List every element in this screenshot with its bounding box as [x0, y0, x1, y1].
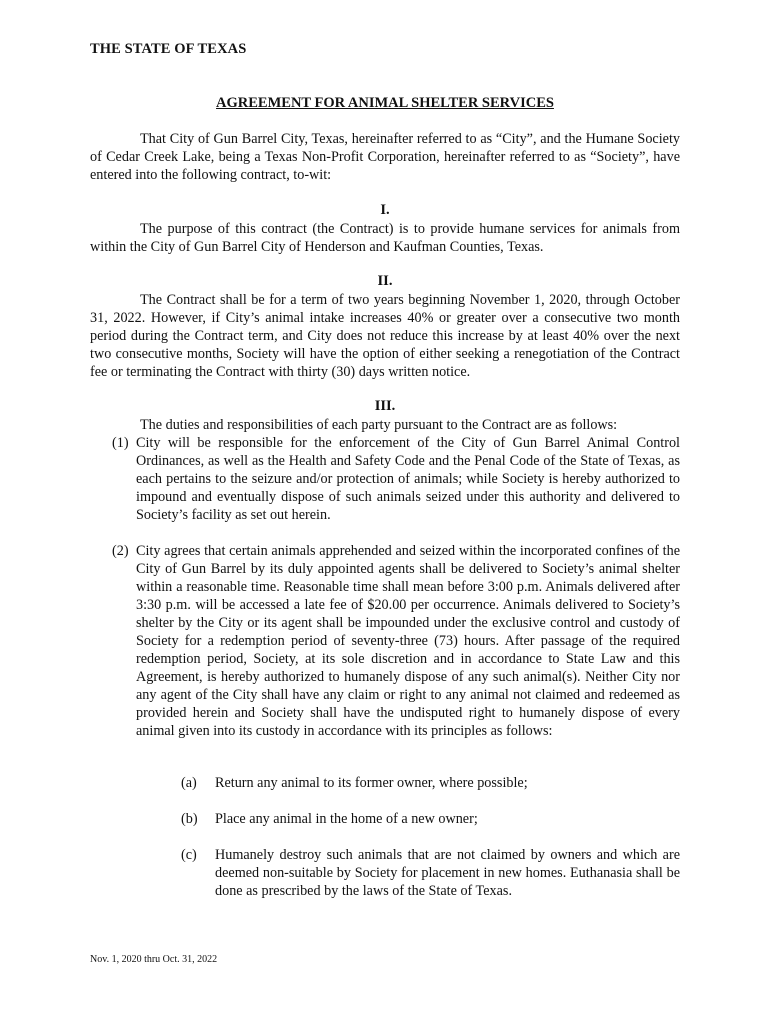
document-title: AGREEMENT FOR ANIMAL SHELTER SERVICES [216, 95, 554, 111]
duty-text-1: City will be responsible for the enforcement of the City of Gun Barrel Animal Control Ordinances, as well as the Health and Safety Code and the Penal Code of the State of Texas, as each pertains to the seizure and/or protection of animals; while Society is hereby authorized to impound and eventually dispose of such animals seized under this authority and delivered to Society’s facility as set out herein. [136, 435, 680, 523]
section-2-text: The Contract shall be for a term of two years beginning November 1, 2020, through October 31, 2022. However, if City’s animal intake increases 40% or greater over a consecutive two month period during the Contract term, and City does not reduce this increase by at least 40% over the next two consecutive months, Society will have the option of either seeking a renegotiation of the Contract fee or terminating the Contract with thirty (30) days written notice. [90, 292, 680, 380]
principle-item-c [181, 846, 680, 900]
principle-text-a: Return any animal to its former owner, where possible; [215, 775, 528, 791]
duty-number-2: (2) [112, 543, 129, 559]
intro-paragraph: That City of Gun Barrel City, Texas, hereinafter referred to as “City”, and the Humane Society of Cedar Creek Lake, being a Texas Non-Profit Corporation, hereinafter referred to as “Society”, have entered into the following contract, to-wit: [90, 131, 680, 183]
section-number-2: II. [377, 273, 393, 289]
duty-text-2: City agrees that certain animals apprehended and seized within the incorporated confines of the City of Gun Barrel by its duly appointed agents shall be delivered to Society’s animal shelter within a reasonable time. Reasonable time shall mean before 3:00 p.m. Animals delivered after 3:30 p.m. will be accessed a late fee of $20.00 per occurrence. Animals delivered to Society’s shelter by the City or its agent shall be impounded under the exclusive control and custody of Society for a redemption period of seventy-three (73) hours. After passage of the required redemption period, Society, at its sole discretion and in accordance to State Law and this Agreement, is hereby authorized to humanely dispose of any such animal(s). Neither City nor any agent of the City shall have any claim or right to any animal not claimed and redeemed as provided herein and Society shall have the undisputed right to humanely dispose of every animal given into its custody in accordance with its principles as follows: [136, 543, 680, 739]
section-1-text: The purpose of this contract (the Contract) is to provide humane services for animals from within the City of Gun Barrel City of Henderson and Kaufman Counties, Texas. [90, 221, 680, 255]
duty-item-2 [112, 542, 680, 740]
principle-item-b [181, 810, 680, 828]
page-footer: Nov. 1, 2020 thru Oct. 31, 2022 [90, 954, 218, 965]
section-number-1: I. [380, 202, 390, 218]
principle-text-c: Humanely destroy such animals that are not claimed by owners and which are deemed non-suitable by Society for placement in new homes. Euthanasia shall be done as prescribed by the laws of the State of Texas. [215, 847, 680, 899]
principle-text-b: Place any animal in the home of a new owner; [215, 811, 478, 827]
principle-item-a [181, 774, 680, 792]
principle-letter-b: (b) [181, 811, 198, 827]
section-3-text: The duties and responsibilities of each party pursuant to the Contract are as follows: [140, 417, 618, 433]
section-number-3: III. [374, 398, 396, 414]
principle-letter-c: (c) [181, 847, 197, 863]
document-header: THE STATE OF TEXAS [90, 41, 247, 57]
principle-letter-a: (a) [181, 775, 197, 791]
duty-number-1: (1) [112, 435, 129, 451]
duty-item-1 [112, 434, 680, 524]
